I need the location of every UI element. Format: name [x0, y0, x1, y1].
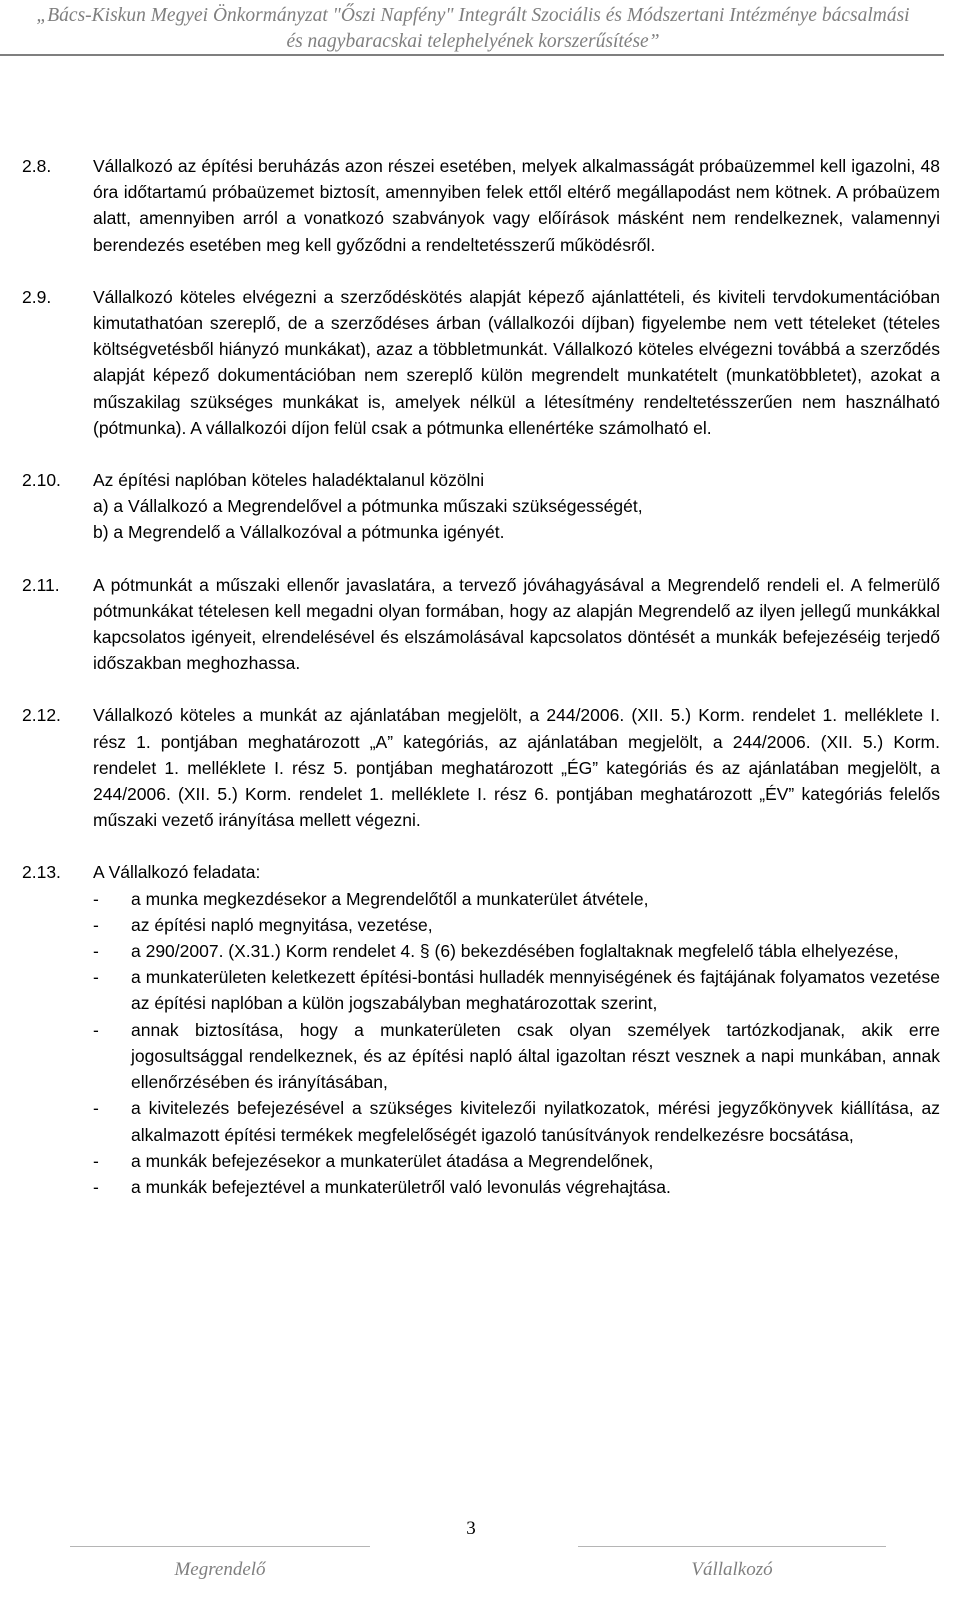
dash-bullet: -: [93, 914, 99, 935]
list-item: [93, 886, 940, 912]
dash-bullet: -: [93, 1019, 99, 1040]
section-text: [93, 572, 940, 677]
paragraph-item-b: b) a Megrendelő a Vállalkozóval a pótmunka igényét.: [93, 522, 505, 543]
section-text: [93, 859, 940, 1200]
dash-bullet: -: [93, 967, 99, 988]
list-intro: A Vállalkozó feladata:: [93, 862, 261, 883]
list-item: [93, 938, 940, 964]
section-2-10: [22, 467, 940, 546]
signature-label-vallalkozo: Vállalkozó: [691, 1559, 773, 1580]
section-text: [93, 467, 940, 546]
signature-label-megrendelo: Megrendelő: [174, 1559, 266, 1580]
paragraph: Az építési naplóban köteles haladéktalanul közölni: [93, 470, 485, 491]
header-divider: [0, 54, 944, 56]
list-item-text: a munka megkezdésekor a Megrendelőtől a munkaterület átvétele,: [131, 888, 649, 909]
document-body: [22, 153, 940, 1200]
list-item: [93, 1174, 940, 1200]
section-text: [93, 153, 940, 258]
section-number: 2.11.: [22, 574, 60, 595]
page-number: 3: [466, 1518, 476, 1539]
list-item-text: annak biztosítása, hogy a munkaterületen csak olyan személyek tartózkodjanak, akik erre jogosultsággal rendelkeznek, és az építési napló által igazoltan részt vesznek a napi munkában, annak ellenőrzésében és irányításában,: [131, 1019, 940, 1093]
list-item-text: az építési napló megnyitása, vezetése,: [131, 914, 433, 935]
dash-bullet: -: [93, 888, 99, 909]
list-item: [93, 1017, 940, 1096]
section-number: 2.8.: [22, 156, 52, 176]
section-2-13: [22, 859, 940, 1200]
list-item: [93, 1095, 940, 1147]
list-item-text: a 290/2007. (X.31.) Korm rendelet 4. § (6) bekezdésében foglaltaknak megfelelő tábla elhelyezése,: [131, 941, 899, 962]
section-2-9: [22, 284, 940, 441]
paragraph: A pótmunkát a műszaki ellenőr javaslatára, a tervező jóváhagyásával a Megrendelő rendeli el. A felmerülő pótmunkákat tételesen kell megadni olyan formában, hogy az alapján Megrendelő az ilyen jellegű munkákkal kapcsolatos igényeit, elrendelésével és elszámolásával kapcsolatos döntését a munkák befejezéséig terjedő időszakban meghozhassa.: [93, 574, 940, 674]
paragraph: Vállalkozó az építési beruházás azon részei esetében, melyek alkalmasságát próbaüzemmel kell igazolni, 48 óra időtartamú próbaüzemet biztosít, amennyiben felek ettől eltérő megállapodást nem kötnek. A próbaüzem alatt, amennyiben arról a vonatkozó szabványok vagy előírások másként nem rendelkeznek, valamennyi berendezés esetében meg kell győződni a rendeltetésszerű működésről.: [93, 156, 940, 255]
section-text: [93, 702, 940, 833]
list-item: [93, 964, 940, 1016]
section-2-8: [22, 153, 940, 258]
list-item-text: a kivitelezés befejezésével a szükséges kivitelezői nyilatkozatok, mérési jegyzőkönyvek kiállítása, az alkalmazott építési termékek megfelelőségét igazoló tanúsítványok rendelkezésre bocsátása,: [131, 1098, 940, 1145]
section-number: 2.9.: [22, 286, 52, 307]
list-item-text: a munkák befejezésekor a munkaterület átadása a Megrendelőnek,: [131, 1150, 654, 1171]
header-line-1: „Bács-Kiskun Megyei Önkormányzat "Őszi Napfény" Integrált Szociális és Módszertani Intézménye bácsalmási: [36, 5, 910, 26]
list-item: [93, 912, 940, 938]
dash-bullet: -: [93, 1098, 99, 1119]
paragraph: Vállalkozó köteles elvégezni a szerződéskötés alapját képező ajánlattételi, és kiviteli tervdokumentációban kimutathatóan szereplő, de a szerződéses árban (vállalkozói díjban) figyelembe nem vett tételeket (tételes költségvetésből hiányzó munkákat), azaz a többletmunkát. Vállalkozó köteles elvégezni továbbá a szerződés alapját képező dokumentációban nem szereplő külön megrendelt munkatételt (munkatöbbletet), azokat a műszakilag szükséges munkákat is, amelyek nélkül a létesítmény rendeltetésszerűen nem használható (pótmunka). A vállalkozói díjon felül csak a pótmunka ellenértéke számolható el.: [93, 286, 940, 438]
dash-bullet: -: [93, 1150, 99, 1171]
section-number: 2.12.: [22, 705, 61, 726]
section-2-11: [22, 572, 940, 677]
page-header: [0, 0, 946, 55]
dash-bullet: -: [93, 941, 99, 962]
signature-line-right: [578, 1546, 886, 1547]
paragraph-item-a: a) a Vállalkozó a Megrendelővel a pótmunka műszaki szükségességét,: [93, 496, 643, 517]
section-text: [93, 284, 940, 441]
list-item-text: a munkák befejeztével a munkaterületről való levonulás végrehajtása.: [131, 1176, 671, 1197]
dash-bullet: -: [93, 1176, 99, 1197]
section-2-12: [22, 702, 940, 833]
signature-line-left: [70, 1546, 370, 1547]
section-number: 2.13.: [22, 862, 61, 883]
list-item-text: a munkaterületen keletkezett építési-bontási hulladék mennyiségének és fajtájának folyamatos vezetése az építési naplóban a külön jogszabályban meghatározottak szerint,: [131, 967, 940, 1014]
header-line-2: és nagybaracskai telephelyének korszerűsítése”: [286, 31, 660, 52]
paragraph: Vállalkozó köteles a munkát az ajánlatában megjelölt, a 244/2006. (XII. 5.) Korm. rendelet 1. melléklete I. rész 1. pontjában meghatározott „A” kategóriás, az ajánlatában megjelölt, a 244/2006. (XII. 5.) Korm. rendelet 1. melléklete I. rész 5. pontjában meghatározott „ÉG” kategóriás és az ajánlatában megjelölt, a 244/2006. (XII. 5.) Korm. rendelet 1. melléklete I. rész 6. pontjában meghatározott „ÉV” kategóriás felelős műszaki vezető irányítása mellett végezni.: [93, 705, 940, 831]
task-list: [93, 886, 940, 1200]
list-item: [93, 1148, 940, 1174]
section-number: 2.10.: [22, 470, 61, 491]
